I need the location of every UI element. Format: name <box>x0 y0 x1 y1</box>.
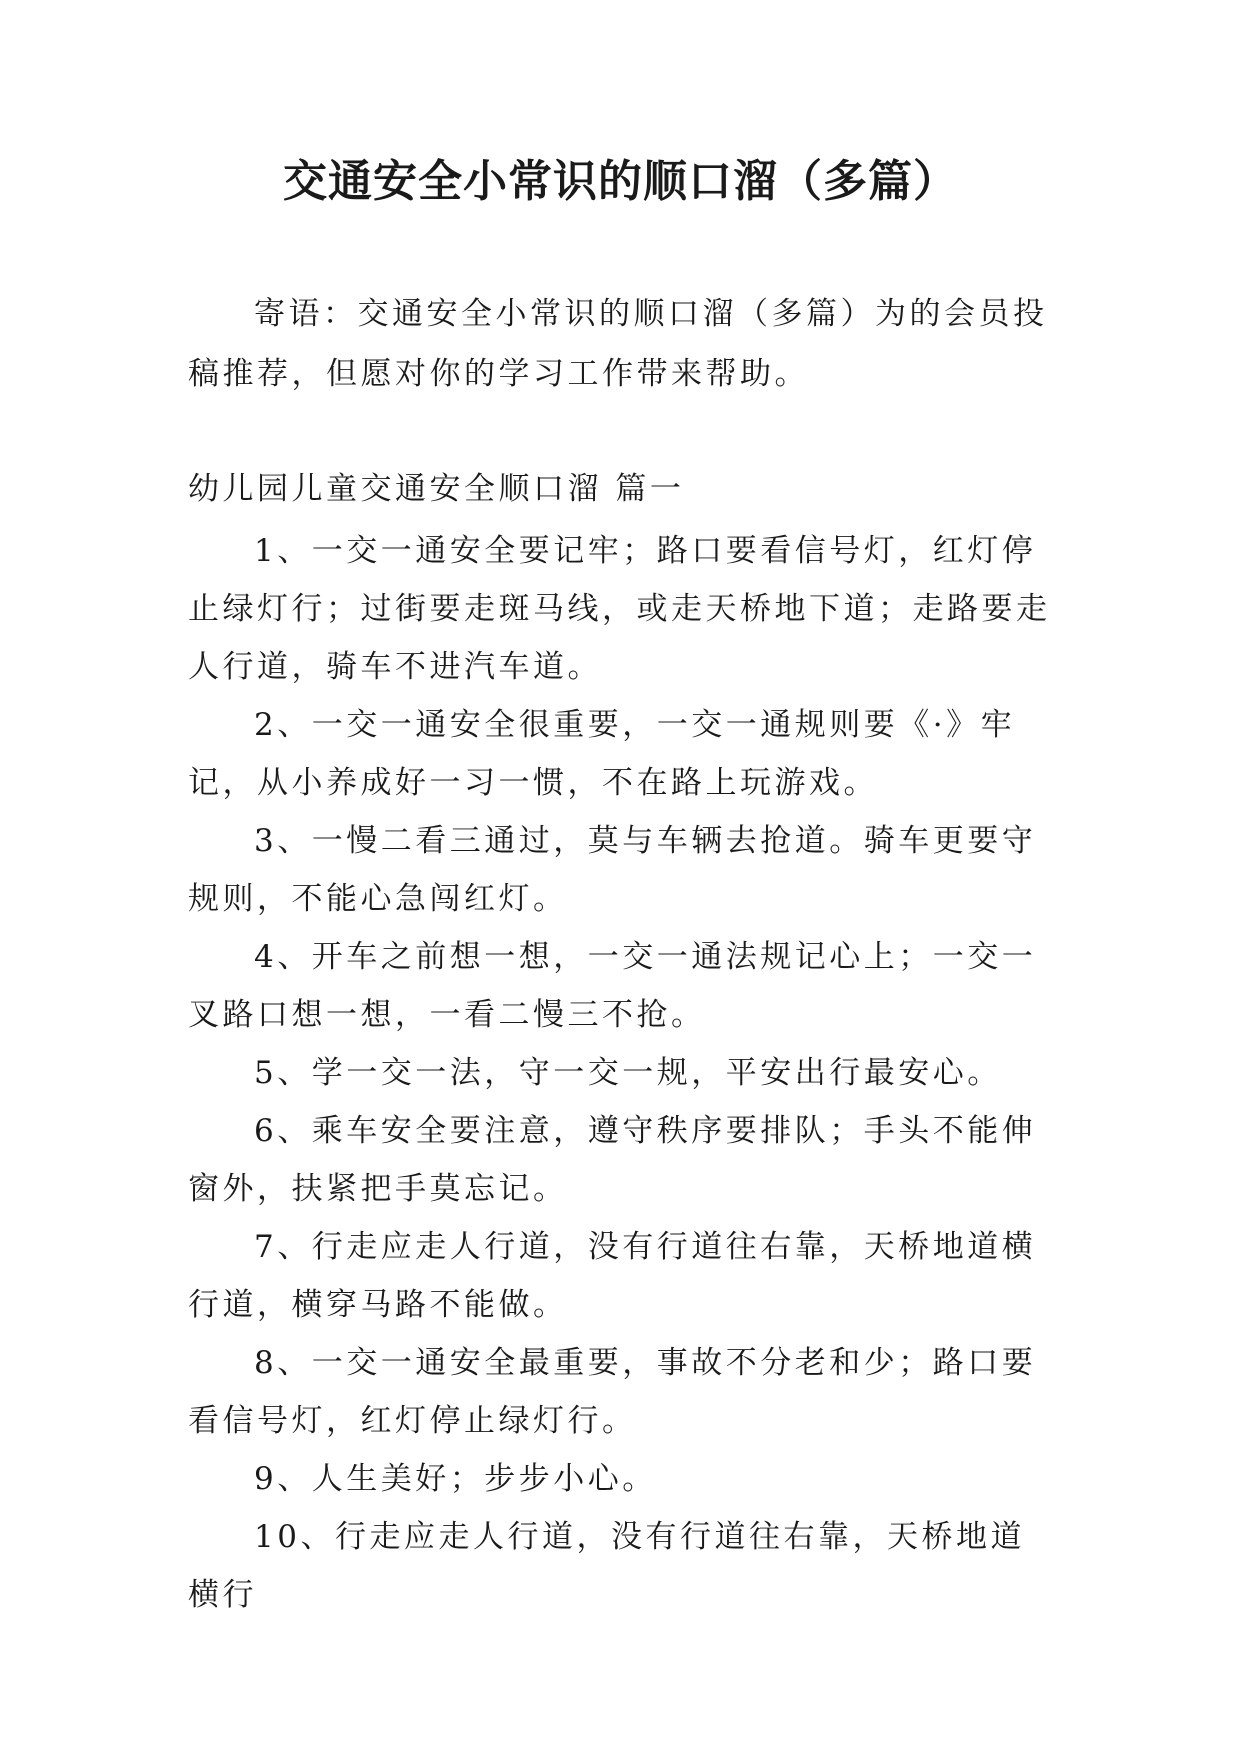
verse-item: 9、人生美好；步步小心。 <box>254 1461 657 1497</box>
verse-list <box>188 522 1054 1624</box>
verse-item: 7、行走应走人行道，没有行道往右靠，天桥地道横行道，横穿马路不能做。 <box>188 1229 1037 1323</box>
verse-item: 10、行走应走人行道，没有行道往右靠，天桥地道横行 <box>188 1519 1025 1613</box>
verse-item: 2、一交一通安全很重要，一交一通规则要《·》牢记，从小养成好一习一惯，不在路上玩游戏。 <box>188 707 1016 801</box>
section-heading: 幼儿园儿童交通安全顺口溜 篇一 <box>188 471 685 507</box>
document-title: 交通安全小常识的顺口溜（多篇） <box>283 156 958 207</box>
verse-item: 8、一交一通安全最重要，事故不分老和少；路口要看信号灯，红灯停止绿灯行。 <box>188 1345 1037 1439</box>
verse-item: 5、学一交一法，守一交一规，平安出行最安心。 <box>254 1055 1002 1091</box>
verse-item: 3、一慢二看三通过，莫与车辆去抢道。骑车更要守规则，不能心急闯红灯。 <box>188 823 1037 917</box>
verse-item: 4、开车之前想一想，一交一通法规记心上；一交一叉路口想一想，一看二慢三不抢。 <box>188 939 1037 1033</box>
verse-item: 1、一交一通安全要记牢；路口要看信号灯，红灯停止绿灯行；过街要走斑马线，或走天桥地下道；走路要走人行道，骑车不进汽车道。 <box>188 533 1051 685</box>
intro-paragraph: 寄语：交通安全小常识的顺口溜（多篇）为的会员投稿推荐，但愿对你的学习工作带来帮助。 <box>188 296 1048 392</box>
verse-item: 6、乘车安全要注意，遵守秩序要排队；手头不能伸窗外，扶紧把手莫忘记。 <box>188 1113 1037 1207</box>
